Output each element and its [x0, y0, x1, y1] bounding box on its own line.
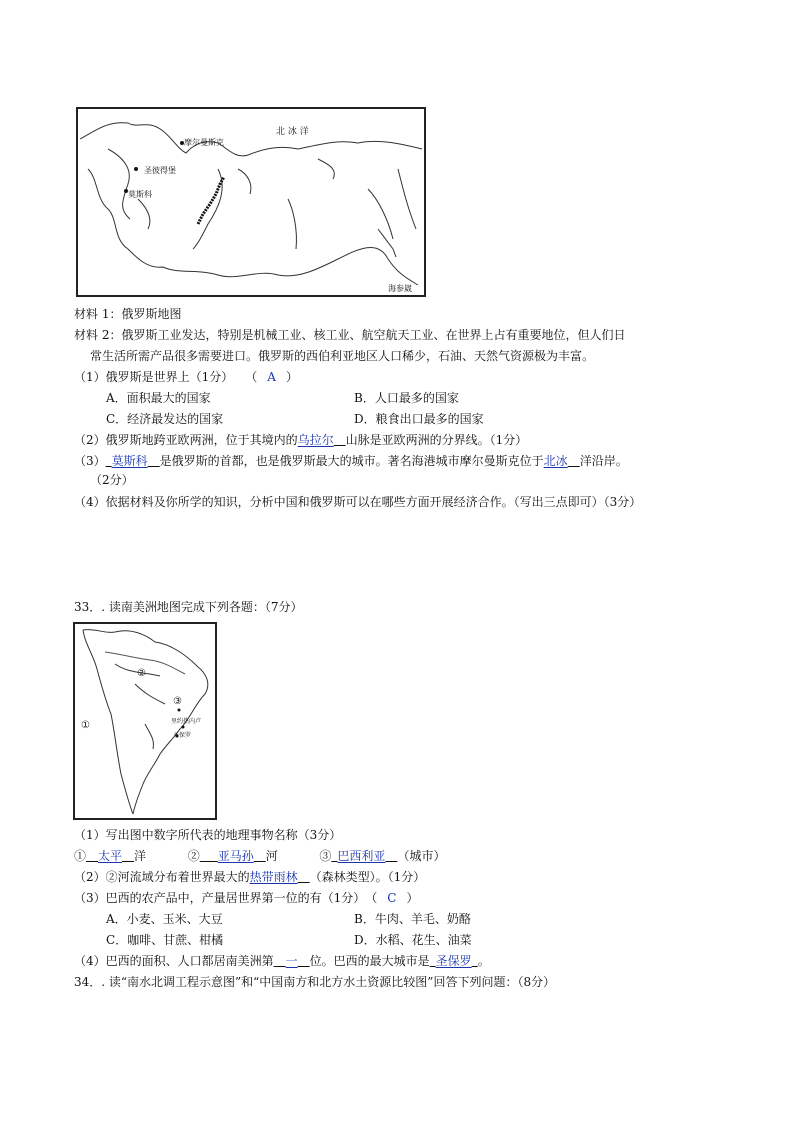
russia-map — [76, 107, 426, 297]
rio-label: 里约热内卢 — [171, 718, 202, 725]
q32-1-answer: A — [267, 370, 276, 384]
q32-option-c: C．经济最发达的国家 — [106, 412, 224, 426]
q33-option-d: D．水稻、花生、油菜 — [354, 933, 472, 947]
q33-1-answers: ① 太平 洋 ② 亚马孙 河 ③ 巴西利亚 （城市） — [74, 849, 446, 863]
q33-3: （3）巴西的农产品中，产量居世界第一位的有（1分） （ C ） — [74, 891, 419, 905]
q33-1: （1）写出图中数字所代表的地理事物名称（3分） — [74, 828, 342, 842]
q33-3-answer: C — [387, 891, 397, 905]
q32-2: （2）俄罗斯地跨亚欧两洲，位于其境内的乌拉尔 山脉是亚欧两洲的分界线。（1分） — [74, 433, 528, 447]
q34-title: 34．. 读“南水北调工程示意图”和“中国南方和北方水土资源比较图”回答下列问题：（8分） — [74, 975, 556, 989]
russia-map-drawing — [78, 109, 424, 295]
q33-2-answer: 热带雨林 — [249, 870, 298, 884]
st-petersburg-label: 圣彼得堡 — [144, 166, 176, 175]
material-2-line-2: 常生活所需产品很多需要进口。俄罗斯的西伯利亚地区人口稀少，石油、天然气资源极为丰富。 — [90, 349, 595, 363]
south-america-map — [73, 622, 217, 820]
sao-paulo-label: 圣保罗 — [173, 732, 192, 739]
murmansk-label: 摩尔曼斯克 — [184, 138, 224, 147]
q33-answer-3: 巴西利亚 — [337, 849, 386, 863]
q32-4: （4）依据材料及你所学的知识，分析中国和俄罗斯可以在哪些方面开展经济合作。（写出三点即可）（3分） — [74, 495, 642, 509]
q32-2-answer: 乌拉尔 — [297, 433, 334, 447]
q33-title: 33．. 读南美洲地图完成下列各题：（7分） — [74, 600, 303, 614]
q33-4-answer-1: 一 — [285, 954, 298, 968]
map-marker-3: ③ — [173, 696, 182, 707]
material-2-line-1: 材料 2：俄罗斯工业发达，特别是机械工业、核工业、航空航天工业、在世界上占有重要地位，但人们日 — [74, 328, 626, 342]
q33-answer-2: 亚马孙 — [217, 849, 254, 863]
map-marker-1: ① — [81, 720, 90, 731]
arctic-ocean-label: 北 冰 洋 — [276, 127, 309, 137]
q32-1-stem: （1）俄罗斯是世界上（1分） （ A ） — [74, 370, 298, 384]
q32-3-score: （2分） — [90, 473, 134, 487]
q33-4-answer-2: 圣保罗 — [435, 954, 472, 968]
q32-option-a: A．面积最大的国家 — [106, 391, 211, 405]
q32-option-d: D．粮食出口最多的国家 — [354, 412, 484, 426]
q33-2: （2）②河流域分布着世界最大的热带雨林 （森林类型）。（1分） — [74, 870, 426, 884]
q32-3-answer-1: 莫斯科 — [111, 454, 148, 468]
material-1: 材料 1：俄罗斯地图 — [74, 307, 182, 321]
q33-4: （4）巴西的面积、人口都居南美洲第 一 位。巴西的最大城市是 圣保罗 。 — [74, 954, 490, 968]
q33-option-b: B．牛肉、羊毛、奶酪 — [354, 912, 471, 926]
strait-label: 海参崴 — [388, 284, 412, 293]
q33-option-c: C．咖啡、甘蔗、柑橘 — [106, 933, 224, 947]
moscow-label: 莫斯科 — [128, 190, 152, 199]
q33-option-a: A．小麦、玉米、大豆 — [106, 912, 223, 926]
q32-3-answer-2: 北冰 — [543, 454, 568, 468]
q33-answer-1: 太平 — [98, 849, 123, 863]
map-marker-2: ② — [137, 668, 146, 679]
q32-option-b: B．人口最多的国家 — [354, 391, 459, 405]
q32-3: （3） 莫斯科 是俄罗斯的首都，也是俄罗斯最大的城市。著名海港城市摩尔曼斯克位于北冰 洋沿岸。 — [74, 454, 628, 468]
